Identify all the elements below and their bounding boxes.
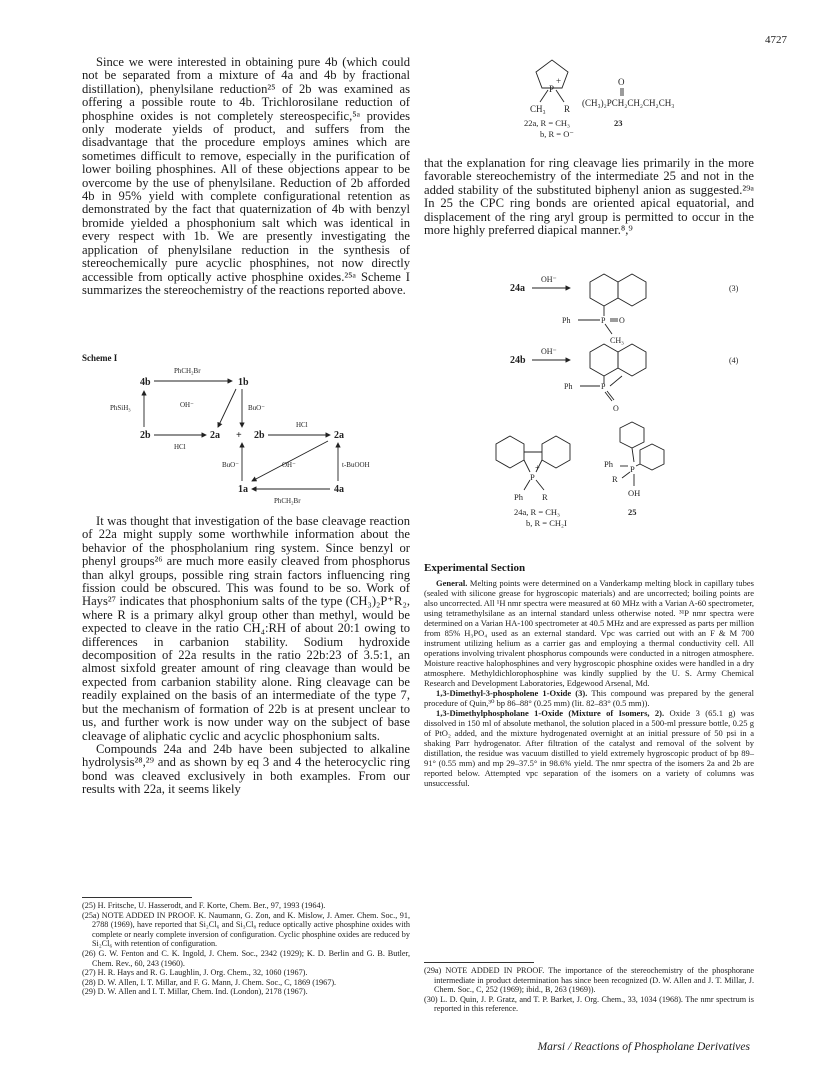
experimental-body xyxy=(424,578,754,788)
struct-22-ch3: CH₃ xyxy=(530,104,546,114)
left-para-3: Compounds 24a and 24b have been subjected to alkaline hydrolysis²⁸,²⁹ and as shown by eq 3 and 4 the heterocyclic ring bond was cleaved exclusively in both examples. From our results with 22a, it seems likely xyxy=(82,741,410,797)
exp-compound-3 xyxy=(424,688,754,708)
scheme-reagent-bu3o: BuO⁻ xyxy=(248,404,265,412)
footnote-26: (26) G. W. Fenton and C. K. Ingold, J. Chem. Soc., 2342 (1929); K. D. Berlin and G. B. Butler, Chem. Rev., 60, 243 (1960). xyxy=(82,948,410,968)
scheme-diagram xyxy=(82,365,412,510)
s25-bond-pb xyxy=(636,464,640,466)
left-para-2: It was thought that investigation of the base cleavage reaction of 22a might supply some worthwhile information about the behavior of the phospholanium ring system. Since benzyl or phenyl groups²⁶ are much more easily cleaved from phosphorus than alkyl groups, possible ring strain factors influencing ring fission could be obscured. This was found to be so. Work of Hays²⁷ indicates that phosphonium salts of the type (CH₃)₂P⁺R₂, where R is a primary alkyl group other than methyl, would be expected to cleave in the ratio CH₄:RH of about 20:1 owing to differences in carbanion stability. Sodium hydroxide decomposition of 22a results in the ratio 22b:23 of 3.5:1, an almost sixfold greater amount of ring cleavage than would be expected from carbanion stability alone. Ring cleavage can be readily explained on the basis of an intermediate of the type 7, but the mechanism of formation of 22b is at present unclear to us, and further work is now under way on the subject of base cleavage of aliphatic cyclic and acyclic phosphonium salts. xyxy=(82,514,410,743)
footnote-rule xyxy=(82,897,192,898)
scheme-4b: 4b xyxy=(140,377,151,388)
s24-bond-pa xyxy=(524,460,530,472)
left-footnotes xyxy=(82,897,410,997)
scheme-2b-second: 2b xyxy=(254,430,265,441)
footnote-28: (28) D. W. Allen, I. T. Millar, and F. G. Mann, J. Chem. Soc., C, 1869 (1967). xyxy=(82,977,337,987)
scheme-reagent-oh: OH⁻ xyxy=(180,401,194,409)
struct-22b-label: b, R = O⁻ xyxy=(540,129,574,139)
eq3-bond-ch3 xyxy=(605,324,612,334)
struct-23-o: O xyxy=(618,77,625,87)
eq4-reagent: OH⁻ xyxy=(541,347,557,356)
eq3-ph: Ph xyxy=(562,316,571,325)
scheme-reagent-hcl-left: HCl xyxy=(174,443,186,451)
exp-c3-text: This compound was prepared by the general procedure of Quin,³⁰ bp 86–88° (0.25 mm) (lit. 82–83° (0.5 mm)). xyxy=(424,688,754,708)
arrow-2a-1a xyxy=(252,441,328,481)
arrow-1b-2a xyxy=(218,389,236,427)
footnote-27: (27) H. R. Hays and R. G. Laughlin, J. Org. Chem., 32, 1060 (1967). xyxy=(82,968,308,978)
scheme-reagent-phch2br-bottom: PhCH₂Br xyxy=(274,497,301,505)
eq3-ring-b xyxy=(618,274,646,306)
scheme-1b: 1b xyxy=(238,377,249,388)
experimental-section xyxy=(424,562,754,788)
scheme-reagent-hcl-right: HCl xyxy=(296,421,308,429)
right-para-1: that the explanation for ring cleavage lies primarily in the more favorable stereochemistry of the intermediate 25 and not in the added stability of the substituted biphenyl anion as suggested.²⁹ᵃ In 25 the CPC ring bonds are oriented apical equatorial, and displacement of the ring aryl group is permitted to occur in the more highly preferred diapical manner.⁸,⁹ xyxy=(424,156,754,238)
structures-24-25 xyxy=(424,420,754,535)
right-column-para-1 xyxy=(424,157,754,237)
struct-22-plus: + xyxy=(556,76,562,86)
scheme-reagent-phsih3: PhSiH₃ xyxy=(110,404,131,412)
exp-general xyxy=(424,578,754,688)
s24-p: P xyxy=(530,472,535,482)
exp-c3-head: 1,3-Dimethyl-3-phospholene 1-Oxide (3). xyxy=(436,688,588,698)
s25-number: 25 xyxy=(628,507,637,517)
eq3-reactant: 24a xyxy=(510,283,525,294)
eq3-number: (3) xyxy=(729,284,739,293)
scheme-1a: 1a xyxy=(238,484,248,495)
exp-general-text: Melting points were determined on a Vanderkamp melting block in capillary tubes (sealed with silicone grease for hygroscopic materials) and are uncorrected; boiling points are also uncorrected. All ¹H nmr spectra were measured at 60 MHz with a Varian A-60 spectrometer, using tetramethylsilane as an internal standard unless otherwise noted. ³¹P nmr spectra were determined on a Varian HA-100 spectrometer at 40.5 MHz and are expressed as parts per million from 85% H₃PO₄ used as an external standard. Vpc was carried out with an F & M 700 instrument utilizing helium as a carrier gas and employing a thermal conductivity cell. All operations involving trivalent phosphorus compounds were conducted in a nitrogen atmosphere. Moisture reactive halophosphines and very hygroscopic phosphine oxides were handled in a dry atmosphere. Methyldichlorophosphine was kindly supplied by the U. S. Army Chemical Research and Development Laboratories, Edgewood Arsenal, Md. xyxy=(424,578,754,688)
eq4-number: (4) xyxy=(729,356,739,365)
right-footnotes xyxy=(424,962,754,1014)
bond-p-ch3 xyxy=(540,90,548,102)
scheme-reagent-tbuooh: t-BuOOH xyxy=(342,461,370,469)
scheme-2a: 2a xyxy=(210,430,220,441)
eq3-ch3: CH₃ xyxy=(610,336,624,345)
scheme-reagent-phch2br-top: PhCH₂Br xyxy=(174,367,201,375)
page-number: 4727 xyxy=(765,34,787,46)
experimental-heading: Experimental Section xyxy=(424,562,526,574)
s25-oh: OH xyxy=(628,488,641,498)
footnote-29a: (29a) NOTE ADDED IN PROOF. The importance of the stereochemistry of the phosphorane intermediate in product determination has since been recognized (D. W. Allen and J. T. Millar, J. Chem. Soc., C, 252 (1969); ibid., B, 263 (1969)). xyxy=(424,966,754,995)
eq4-ph: Ph xyxy=(564,382,573,391)
s24-ph: Ph xyxy=(514,492,523,502)
s24-label-b: b, R = CH₂I xyxy=(526,518,567,528)
scheme-reagent-oh-2: OH⁻ xyxy=(282,461,296,469)
scheme-4a: 4a xyxy=(334,484,344,495)
scheme-2a-second: 2a xyxy=(334,430,344,441)
scheme-2b: 2b xyxy=(140,430,151,441)
struct-23-formula: (CH₃)₂PCH₂CH₂CH₂CH₃ xyxy=(582,98,675,108)
s24-ring-b xyxy=(542,436,570,468)
exp-c2-head: 1,3-Dimethylphospholane 1-Oxide (Mixture of Isomers, 2). xyxy=(436,708,665,718)
exp-c2-text: Oxide 3 (65.1 g) was dissolved in 150 ml of absolute methanol, the solution placed in a 500-ml pressure bottle, 0.25 g of PtO₂ added, and the mixture hydrogenated overnight at an initial pressure of 50 psi in a shaking Parr hydrogenator. After filtration of the catalyst and removal of the solvent by distillation, the residue was vacuum distilled to yield extremely hygroscopic product of bp 89–91° (0.55 mm) and mp 29–37.5° in 98.6% yield. The nmr spectra of the isomers 2a and 2b are reported below. Attempted vpc separation of the isomers on a variety of columns was unsuccessful. xyxy=(424,708,754,788)
s25-ring-b xyxy=(640,444,664,470)
eq3-ring-a xyxy=(590,274,618,306)
s25-r: R xyxy=(612,474,618,484)
struct-22-p: P xyxy=(549,84,555,94)
footnote-30: (30) L. D. Quin, J. P. Gratz, and T. P. Barket, J. Org. Chem., 33, 1034 (1968). The nmr spectrum is reported in this reference. xyxy=(424,994,754,1014)
struct-22a-label: 22a, R = CH₃ xyxy=(524,118,571,128)
eq4-bond-p-ch2 xyxy=(610,376,622,386)
s25-p: P xyxy=(630,464,635,474)
footnote-25: (25) H. Fritsche, U. Hasserodt, and F. Korte, Chem. Ber., 97, 1993 (1964). xyxy=(82,901,326,910)
scheme-plus: + xyxy=(236,430,242,441)
eq4-o: O xyxy=(613,404,619,413)
left-column-lower xyxy=(82,515,410,797)
s24-r: R xyxy=(542,492,548,502)
eq3-o: O xyxy=(619,316,625,325)
s24-plus: + xyxy=(535,462,540,472)
left-column xyxy=(82,56,410,297)
eq4-ring-a xyxy=(590,344,618,376)
struct-22-r: R xyxy=(564,104,571,114)
exp-general-head: General. xyxy=(436,578,468,588)
eq3-p: P xyxy=(601,316,606,325)
eq3-reagent: OH⁻ xyxy=(541,275,557,284)
s24-label-a: 24a, R = CH₃ xyxy=(514,507,561,517)
scheme-title: Scheme I xyxy=(82,353,118,363)
s25-ph: Ph xyxy=(604,459,613,469)
eq4-reactant: 24b xyxy=(510,355,526,366)
s24-bond-r xyxy=(536,480,544,490)
exp-compound-2 xyxy=(424,708,754,788)
bond-p-r xyxy=(556,90,564,102)
eq4-p: P xyxy=(601,382,606,391)
footnote-25a: (25a) NOTE ADDED IN PROOF. K. Naumann, G. Zon, and K. Mislow, J. Amer. Chem. Soc., 91, 2788 (1969), have reported that Si₂Cl₆ and Si₃Cl₈ reduce optically active phosphine oxides with complete or nearly complete inversion of configuration. Cyclic phosphine oxides are reduced by Si₂Cl₆ with retention of configuration. xyxy=(82,910,410,949)
equations-3-4 xyxy=(424,268,754,418)
s24-ring-a xyxy=(496,436,524,468)
footnote-rule-right xyxy=(424,962,534,963)
struct-23-number: 23 xyxy=(614,118,623,128)
eq4-ring-b xyxy=(618,344,646,376)
s25-ring-a xyxy=(620,422,644,448)
scheme-reagent-buo-left: BuO⁻ xyxy=(222,461,239,469)
structures-22-23 xyxy=(424,50,754,150)
s25-bond-pa xyxy=(632,448,634,462)
running-footer: Marsi / Reactions of Phospholane Derivatives xyxy=(537,1041,750,1053)
footnote-29: (29) D. W. Allen and I. T. Millar, Chem. Ind. (London), 2178 (1967). xyxy=(82,987,308,997)
s25-bond-r xyxy=(622,472,630,478)
left-para-1: Since we were interested in obtaining pure 4b (which could not be separated from a mixture of 4a and 4b by fractional distillation), phenylsilane reduction²⁵ of 2b was examined as offering a possible route to 4b. Trichlorosilane reduction of phosphine oxides is not completely stereospecific,⁵ᵃ provides only moderate yields of product, and suffers from the disadvantage that the procedure employs amines which are sometimes difficult to remove, especially in the purification of lower boiling phosphines. All of these objections appear to be overcome by the use of phenylsilane. Reduction of 2b afforded 4b in 95% yield with complete configurational retention as demonstrated by the fact that quaternization of 4b with benzyl bromide yielded a phosphonium salt which was identical in every respect with 1b. We are presently investigating the application of phenylsilane reduction in the synthesis of stereochemically pure acyclic phosphines, not now directly accessible from optically active phosphine oxides.²⁵ᵃ Scheme I summarizes the stereochemistry of the reactions reported above. xyxy=(82,55,410,297)
